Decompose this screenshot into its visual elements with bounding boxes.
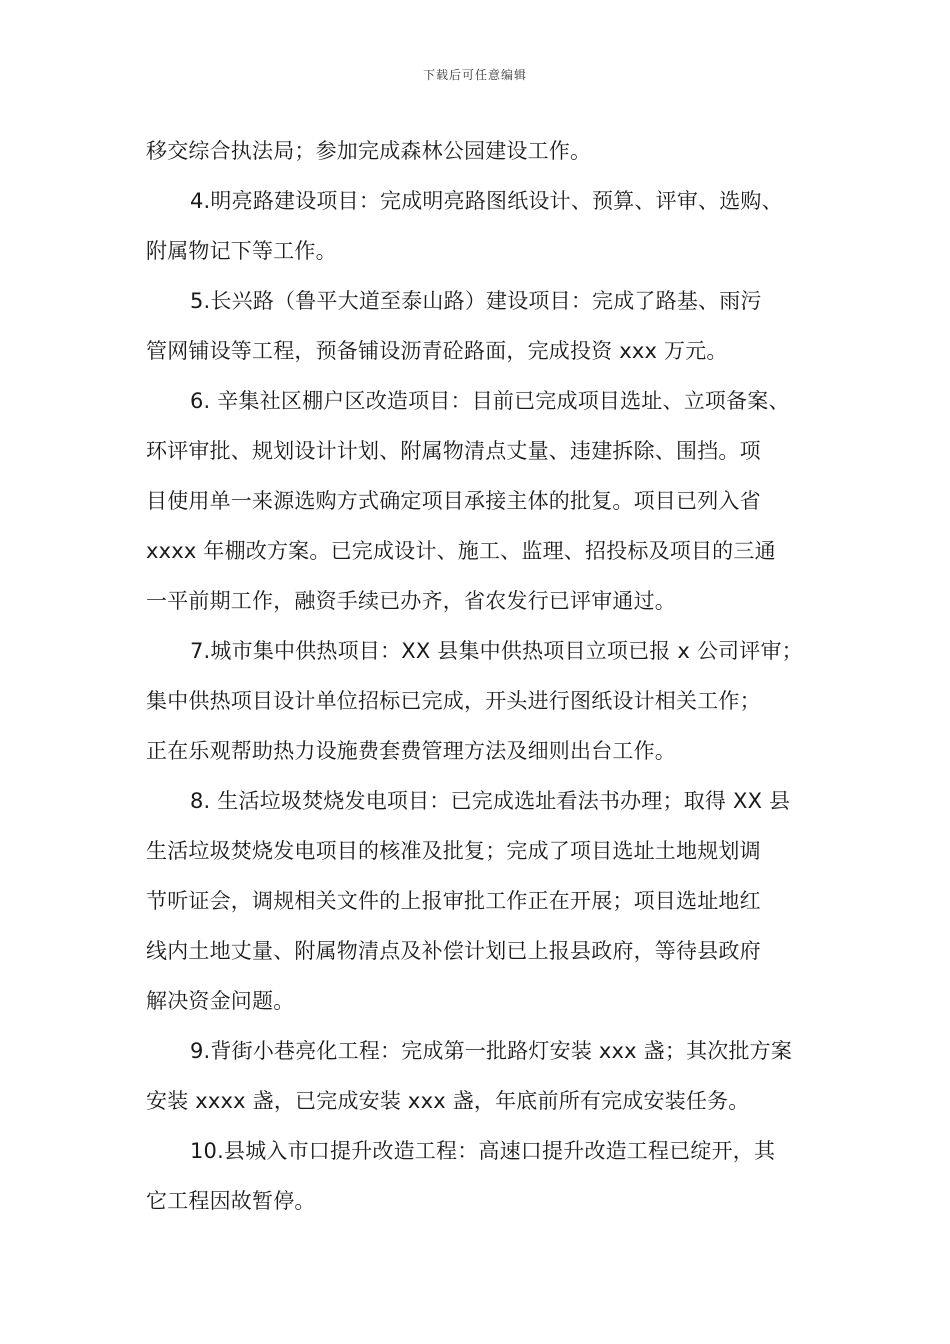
text-line: 安装 xxxx 盏，已完成安装 xxx 盏，年底前所有完成安装任务。 [146, 1089, 750, 1113]
text-line: 生活垃圾焚烧发电项目的核准及批复；完成了项目选址土地规划调 [146, 839, 761, 863]
text-line: 节听证会，调规相关文件的上报审批工作正在开展；项目选址地红 [146, 889, 761, 913]
paragraph-item-9-start: 9.背街小巷亮化工程：完成第一批路灯安装 xxx 盏；其次批方案 [190, 1039, 793, 1063]
paragraph-item-7-start: 7.城市集中供热项目：XX 县集中供热项目立项已报 x 公司评审； [190, 639, 803, 663]
text-line: 环评审批、规划设计计划、附属物清点丈量、违建拆除、围挡。项 [146, 439, 761, 463]
paragraph-item-8-start: 8. 生活垃圾焚烧发电项目：已完成选址看法书办理；取得 XX 县 [190, 789, 791, 813]
text-line: 线内土地丈量、附属物清点及补偿计划已上报县政府，等待县政府 [146, 939, 761, 963]
paragraph-item-4-start: 4.明亮路建设项目：完成明亮路图纸设计、预算、评审、选购、 [190, 189, 783, 213]
text-line: 一平前期工作，融资手续已办齐，省农发行已评审通过。 [146, 589, 676, 613]
page-header: 下载后可任意编辑 [422, 68, 527, 82]
text-line: 集中供热项目设计单位招标已完成，开头进行图纸设计相关工作； [146, 689, 761, 713]
text-line: xxxx 年棚改方案。已完成设计、施工、监理、招投标及项目的三通 [146, 539, 776, 563]
document-body [146, 126, 814, 1226]
paragraph-item-5-start: 5.长兴路（鲁平大道至泰山路）建设项目：完成了路基、雨污 [190, 289, 762, 313]
text-line: 附属物记下等工作。 [146, 239, 337, 263]
paragraph-item-6-start: 6. 辛集社区棚户区改造项目：目前已完成项目选址、立项备案、 [190, 389, 790, 413]
paragraph-item-10-start: 10.县城入市口提升改造工程：高速口提升改造工程已绽开，其 [190, 1139, 776, 1163]
text-line: 移交综合执法局；参加完成森林公园建设工作。 [146, 139, 592, 163]
text-line: 解决资金问题。 [146, 989, 295, 1013]
text-line: 它工程因故暂停。 [146, 1189, 316, 1213]
text-line: 目使用单一来源选购方式确定项目承接主体的批复。项目已列入省 [146, 489, 761, 513]
text-line: 管网铺设等工程，预备铺设沥青砼路面，完成投资 xxx 万元。 [146, 339, 728, 363]
text-line: 正在乐观帮助热力设施费套费管理方法及细则出台工作。 [146, 739, 676, 763]
